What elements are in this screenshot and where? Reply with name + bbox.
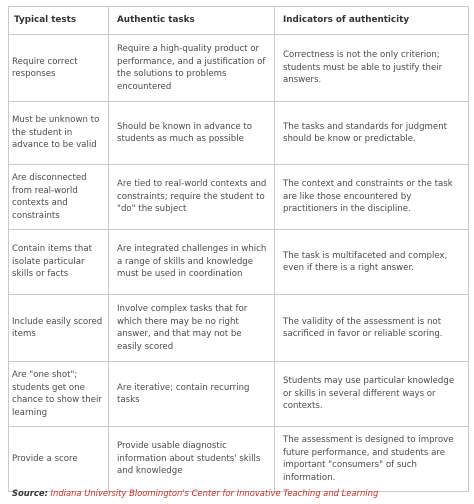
typical-test-cell: Are "one shot"; students get one chance to show their learning: [9, 362, 109, 427]
source-organization: Indiana University Bloomington's Center for Innovative Teaching and Learning: [50, 488, 379, 498]
indicator-cell: The context and constraints or the task are like those encountered by practitioners in the discipline.: [275, 165, 469, 230]
comparison-table: [8, 6, 469, 492]
authentic-task-cell: Provide usable diagnostic information about students' skills and knowledge: [109, 427, 275, 492]
header-typical-tests: Typical tests: [9, 7, 109, 35]
table-row: [9, 295, 469, 362]
typical-test-cell: Contain items that isolate particular skills or facts: [9, 230, 109, 295]
table-row: [9, 230, 469, 295]
source-caption: [12, 488, 378, 498]
indicator-cell: The tasks and standards for judgment should be know or predictable.: [275, 102, 469, 165]
table-row: [9, 427, 469, 492]
indicator-cell: The task is multifaceted and complex, even if there is a right answer.: [275, 230, 469, 295]
indicator-cell: Students may use particular knowledge or skills in several different ways or contexts.: [275, 362, 469, 427]
typical-test-cell: Are disconnected from real-world contexts and constraints: [9, 165, 109, 230]
authentic-task-cell: Require a high-quality product or performance, and a justification of the solutions to problems encountered: [109, 35, 275, 102]
indicator-cell: The validity of the assessment is not sacrificed in favor or reliable scoring.: [275, 295, 469, 362]
typical-test-cell: Require correct responses: [9, 35, 109, 102]
authentic-task-cell: Should be known in advance to students as much as possible: [109, 102, 275, 165]
table-row: [9, 35, 469, 102]
table-row: [9, 362, 469, 427]
indicator-cell: The assessment is designed to improve future performance, and students are important "consumers" of such information.: [275, 427, 469, 492]
table-row: [9, 165, 469, 230]
header-authentic-tasks: Authentic tasks: [109, 7, 275, 35]
authentic-task-cell: Are tied to real-world contexts and constraints; require the student to "do" the subject: [109, 165, 275, 230]
indicator-cell: Correctness is not the only criterion; students must be able to justify their answers.: [275, 35, 469, 102]
header-indicators-of-authenticity: Indicators of authenticity: [275, 7, 469, 35]
typical-test-cell: Must be unknown to the student in advance to be valid: [9, 102, 109, 165]
authentic-task-cell: Are integrated challenges in which a range of skills and knowledge must be used in coordination: [109, 230, 275, 295]
typical-test-cell: Provide a score: [9, 427, 109, 492]
authentic-task-cell: Are iterative; contain recurring tasks: [109, 362, 275, 427]
table-header-row: [9, 7, 469, 35]
authentic-task-cell: Involve complex tasks that for which there may be no right answer, and that may not be easily scored: [109, 295, 275, 362]
table-row: [9, 102, 469, 165]
source-label: Source:: [12, 488, 48, 498]
typical-test-cell: Include easily scored items: [9, 295, 109, 362]
